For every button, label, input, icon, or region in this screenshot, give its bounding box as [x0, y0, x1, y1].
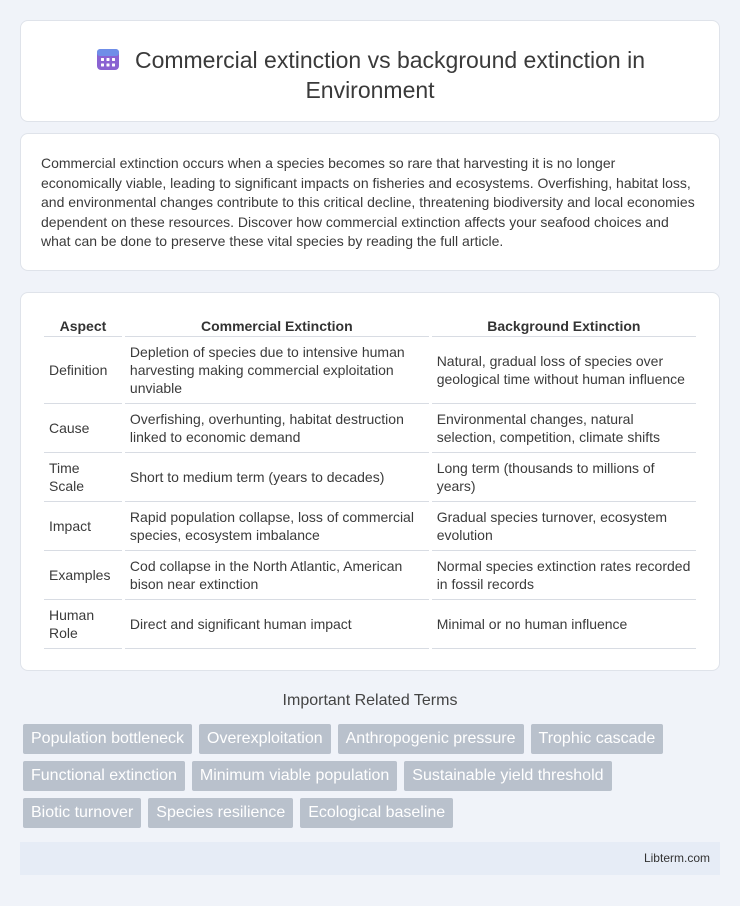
- title-card: [20, 20, 720, 122]
- cell-commercial: Direct and significant human impact: [125, 600, 429, 649]
- cell-aspect: Examples: [44, 551, 122, 600]
- tag-minimum-viable-population[interactable]: Minimum viable population: [192, 761, 397, 791]
- cell-background: Natural, gradual loss of species over geological time without human influence: [432, 337, 696, 404]
- page-title: [21, 45, 719, 105]
- cell-commercial: Depletion of species due to intensive human harvesting making commercial exploitation unviable: [125, 337, 429, 404]
- cell-commercial: Rapid population collapse, loss of commercial species, ecosystem imbalance: [125, 502, 429, 551]
- related-terms-tags: [23, 724, 703, 835]
- title-line-2: Environment: [305, 77, 435, 103]
- tag-row: [23, 724, 703, 754]
- cell-commercial: Overfishing, overhunting, habitat destruction linked to economic demand: [125, 404, 429, 453]
- table-row: [44, 600, 696, 649]
- cell-aspect: Human Role: [44, 600, 122, 649]
- calendar-icon: [95, 46, 121, 72]
- related-terms-title: Important Related Terms: [282, 692, 458, 709]
- table-row: [44, 453, 696, 502]
- tag-trophic-cascade[interactable]: Trophic cascade: [531, 724, 664, 754]
- cell-background: Environmental changes, natural selection, competition, climate shifts: [432, 404, 696, 453]
- table-row: [44, 551, 696, 600]
- cell-commercial: Cod collapse in the North Atlantic, American bison near extinction: [125, 551, 429, 600]
- tag-row: [23, 798, 703, 828]
- comparison-table: [41, 314, 699, 649]
- tag-row: [23, 761, 703, 791]
- cell-background: Long term (thousands to millions of years): [432, 453, 696, 502]
- tag-population-bottleneck[interactable]: Population bottleneck: [23, 724, 192, 754]
- cell-background: Minimal or no human influence: [432, 600, 696, 649]
- table-header-row: [44, 314, 696, 337]
- cell-aspect: Definition: [44, 337, 122, 404]
- header-aspect: Aspect: [44, 314, 122, 337]
- footer-site-link[interactable]: Libterm.com: [643, 851, 710, 865]
- intro-paragraph: Commercial extinction occurs when a species becomes so rare that harvesting it is no longer economically viable, leading to significant impacts on fisheries and ecosystems. Overfishing, habitat loss, and environmental changes contribute to this critical decline, threatening biodiversity and local economies dependent on these resources. Discover how commercial extinction affects your seafood choices and what can be done to preserve these vital species by reading the full article.: [41, 155, 695, 249]
- header-commercial: Commercial Extinction: [125, 314, 429, 337]
- tag-anthropogenic-pressure[interactable]: Anthropogenic pressure: [338, 724, 524, 754]
- table-row: [44, 337, 696, 404]
- cell-aspect: Cause: [44, 404, 122, 453]
- title-line-1: Commercial extinction vs background extinction in: [134, 47, 646, 73]
- table-row: [44, 502, 696, 551]
- cell-commercial: Short to medium term (years to decades): [125, 453, 429, 502]
- tag-sustainable-yield-threshold[interactable]: Sustainable yield threshold: [404, 761, 611, 791]
- header-background: Background Extinction: [432, 314, 696, 337]
- intro-card: [20, 133, 720, 271]
- tag-overexploitation[interactable]: Overexploitation: [199, 724, 331, 754]
- cell-aspect: Time Scale: [44, 453, 122, 502]
- comparison-card: [20, 292, 720, 671]
- footer: [20, 842, 720, 875]
- tag-species-resilience[interactable]: Species resilience: [148, 798, 293, 828]
- cell-background: Normal species extinction rates recorded in fossil records: [432, 551, 696, 600]
- cell-aspect: Impact: [44, 502, 122, 551]
- cell-background: Gradual species turnover, ecosystem evolution: [432, 502, 696, 551]
- table-row: [44, 404, 696, 453]
- tag-ecological-baseline[interactable]: Ecological baseline: [300, 798, 453, 828]
- tag-biotic-turnover[interactable]: Biotic turnover: [23, 798, 141, 828]
- tag-functional-extinction[interactable]: Functional extinction: [23, 761, 185, 791]
